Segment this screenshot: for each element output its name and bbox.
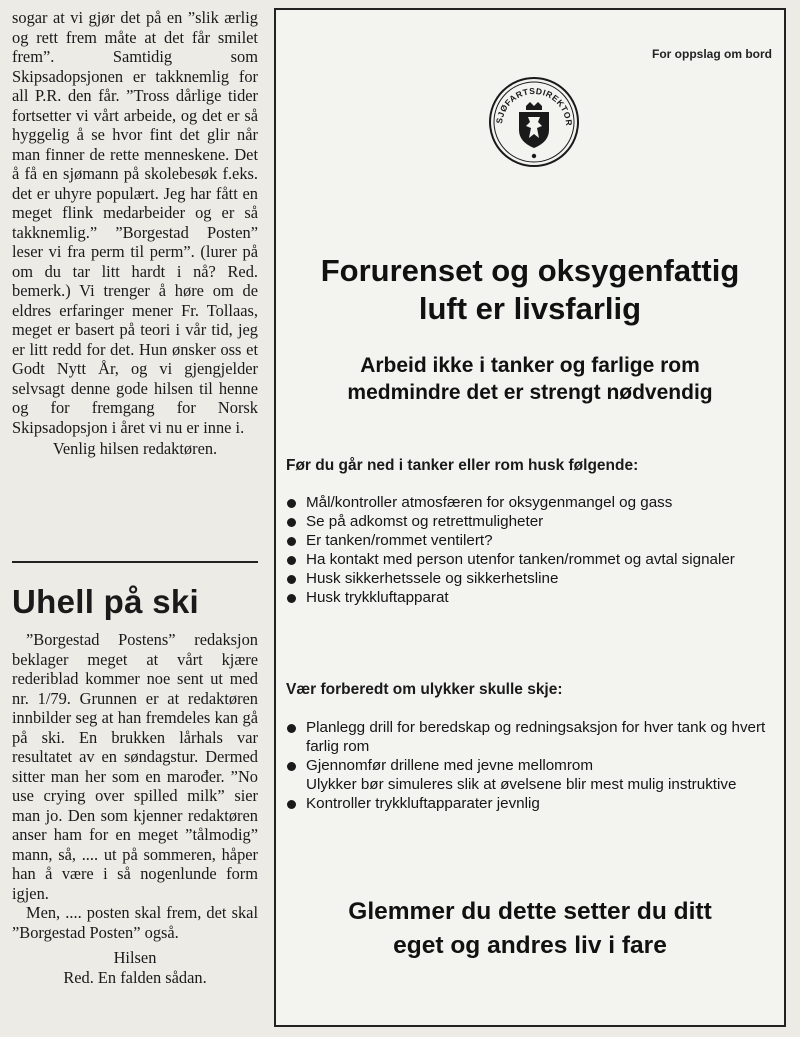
poster-title-line-2: luft er livsfarlig bbox=[418, 291, 642, 326]
poster-warning-line-2: eget og andres liv i fare bbox=[393, 932, 667, 959]
checklist-item: Mål/kontroller atmosfæren for oksygenmangel og gass bbox=[284, 493, 780, 512]
emergency-list bbox=[284, 718, 780, 813]
directorate-seal-icon bbox=[488, 76, 580, 168]
bullet-icon bbox=[287, 575, 296, 584]
bullet-icon bbox=[287, 518, 296, 527]
checklist-item: Se på adkomst og retrettmuligheter bbox=[284, 512, 780, 531]
bullet-icon bbox=[287, 724, 296, 733]
poster-title-line-1: Forurenset og oksygenfattig bbox=[320, 253, 740, 288]
poster-warning-line-1: Glemmer du dette setter du ditt bbox=[348, 898, 712, 925]
seal-text: SJØFARTSDIREKTOR bbox=[494, 85, 575, 127]
poster-subtitle-line-2: medmindre det er strengt nødvendig bbox=[347, 381, 713, 404]
checklist-item: Husk trykkluftapparat bbox=[284, 588, 780, 607]
safety-poster bbox=[274, 8, 786, 1027]
poster-subtitle bbox=[296, 352, 764, 406]
column-divider bbox=[12, 561, 258, 563]
bullet-icon bbox=[287, 594, 296, 603]
bullet-icon bbox=[287, 762, 296, 771]
emergency-item: Gjennomfør drillene med jevne mellomrom Ulykker bør simuleres slik at øvelsene blir mest mulig instruktive bbox=[284, 756, 780, 794]
article-signature-name: Red. En falden sådan. bbox=[63, 967, 207, 987]
left-closing: Venlig hilsen redaktøren. bbox=[52, 439, 218, 458]
left-column bbox=[12, 8, 258, 459]
checklist-item: Husk sikkerhetssele og sikkerhetsline bbox=[284, 569, 780, 588]
checklist bbox=[284, 493, 780, 607]
poster-subtitle-line-1: Arbeid ikke i tanker og farlige rom bbox=[360, 354, 700, 377]
emergency-item: Kontroller trykkluftapparater jevnlig bbox=[284, 794, 780, 813]
article-paragraph-2: Men, .... posten skal frem, det skal ”Borgestad Posten” også. bbox=[12, 903, 258, 942]
poster-warning bbox=[282, 895, 778, 963]
poster-top-label: For oppslag om bord bbox=[652, 47, 772, 61]
bullet-icon bbox=[287, 800, 296, 809]
emergency-heading: Vær forberedt om ulykker skulle skje: bbox=[286, 681, 563, 698]
article-body bbox=[12, 630, 258, 987]
bullet-icon bbox=[287, 499, 296, 508]
bullet-icon bbox=[287, 537, 296, 546]
left-paragraph: sogar at vi gjør det på en ”slik ærlig og rett frem måte at det får smilet frem”. Samtidig som Skipsadopsjonen er takknemlig for all P.R. den får. ”Tross dårlige tider fortsetter vi vårt arbeide, og det er så hyggelig å se hvor fint det glir når man finner de rette menneskene. Det å få en sjømann på skolebesøk f.eks. det er uhyre populært. Jeg har fått en meget flink medarbeider og er så takknemlig.” ”Borgestad Posten” leser vi fra perm til perm”. (lurer på om du tar litt hardt i nå? Red. bemerk.) Vi trenger å høre om de eldres erfaringer mener Fr. Tollaas, meget er basert på teori i vår tid, jeg er litt redd for det. Hun ønsker oss et Godt Nytt År, og vi gjengjelder selvsagt denne gode hilsen til henne og for fremgang for Norsk Skipsadopsjon i året vi nu er inne i. bbox=[12, 8, 258, 437]
checklist-item: Ha kontakt med person utenfor tanken/rommet og avtal signaler bbox=[284, 550, 780, 569]
checklist-heading: Før du går ned i tanker eller rom husk følgende: bbox=[286, 457, 639, 474]
article-signature-greeting: Hilsen bbox=[113, 948, 157, 967]
checklist-item: Er tanken/rommet ventilert? bbox=[284, 531, 780, 550]
article-headline: Uhell på ski bbox=[12, 583, 200, 620]
bullet-icon bbox=[287, 556, 296, 565]
poster-title bbox=[282, 252, 778, 328]
article-paragraph-1: ”Borgestad Postens” redaksjon beklager meget at vårt kjære rederiblad kommer noe sent ut med nr. 1/79. Grunnen er at redaktøren innbilder seg at han fremdeles kan gå på ski. En brukken lårhals var resultatet av en søndagstur. Dermed sitter man her som en marođer. ”No use crying over spilled milk” sier man jo. Den som kjenner redaktøren anser ham for en meget ”tålmodig” mann, så, .... ut på sommeren, håper han å være i så nogenlunde form igjen. bbox=[12, 630, 258, 903]
emergency-item: Planlegg drill for beredskap og redningsaksjon for hver tank og hvert farlig rom bbox=[284, 718, 780, 756]
